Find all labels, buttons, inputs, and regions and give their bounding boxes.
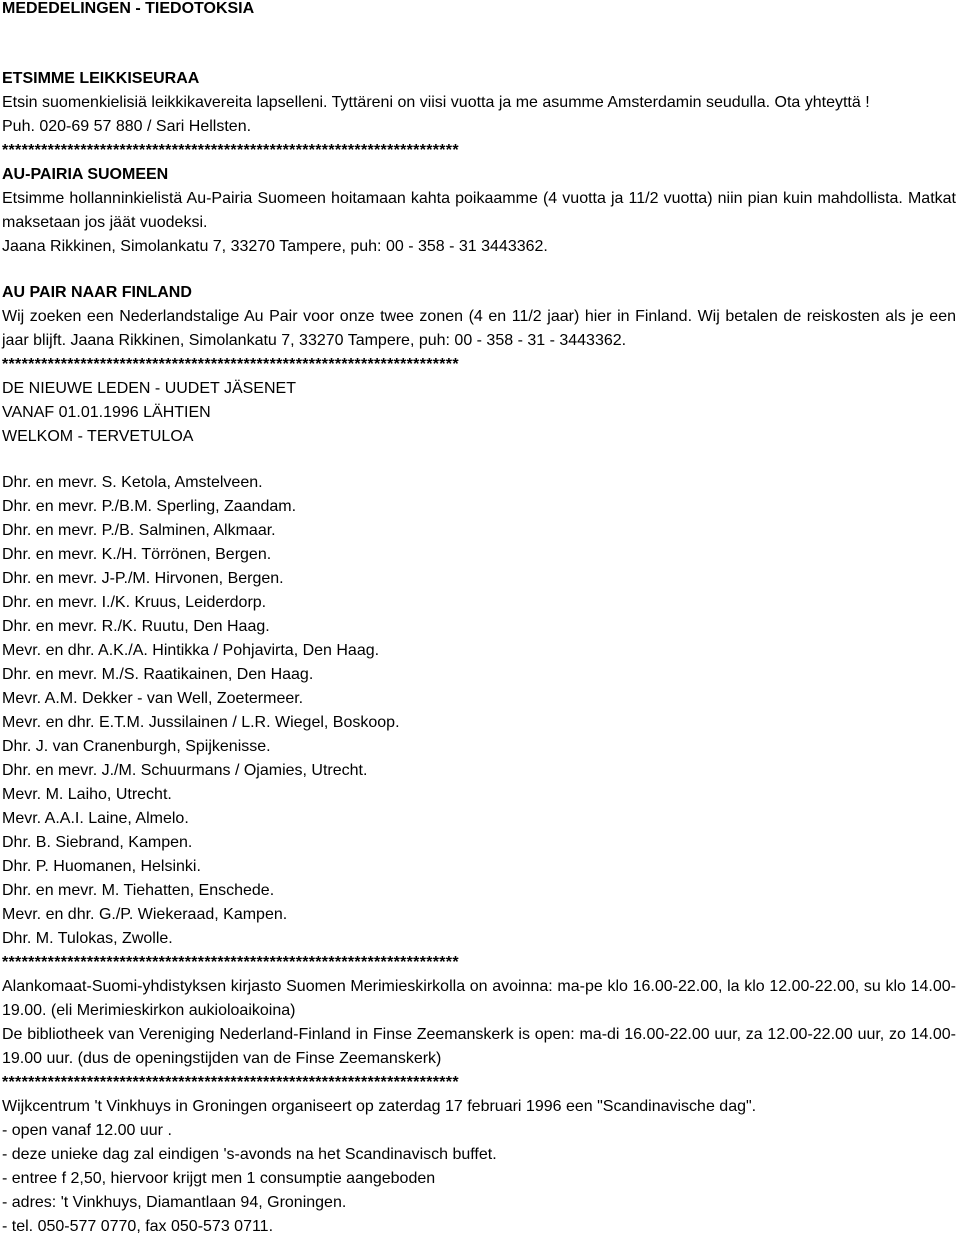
member-item: Mevr. en dhr. G./P. Wiekeraad, Kampen. — [2, 906, 288, 923]
members-heading: WELKOM - TERVETULOA — [2, 428, 194, 445]
new-members-section — [2, 377, 956, 951]
member-item: Dhr. en mevr. P./B. Salminen, Alkmaar. — [2, 522, 276, 539]
spacer — [2, 259, 956, 281]
section-text: Etsin suomenkielisiä leikkikavereita lapselleni. Tyttäreni on viisi vuotta ja me asumme Amsterdamin seudulla. Ota yhteyttä ! — [2, 94, 870, 111]
member-item: Mevr. A.M. Dekker - van Well, Zoetermeer. — [2, 690, 304, 707]
member-item: Dhr. M. Tulokas, Zwolle. — [2, 930, 173, 947]
member-item: Dhr. en mevr. J-P./M. Hirvonen, Bergen. — [2, 570, 284, 587]
contact-line: Puh. 020-69 57 880 / Sari Hellsten. — [2, 118, 252, 135]
vinkhuys-section — [2, 1095, 956, 1239]
separator: ********************************************************************** — [2, 356, 459, 373]
member-item: Dhr. J. van Cranenburgh, Spijkenisse. — [2, 738, 271, 755]
member-item: Dhr. en mevr. K./H. Törrönen, Bergen. — [2, 546, 272, 563]
library-section — [2, 975, 956, 1071]
aupair-nl-section — [2, 281, 956, 353]
member-item: Dhr. P. Huomanen, Helsinki. — [2, 858, 201, 875]
event-item: - open vanaf 12.00 uur . — [2, 1122, 172, 1139]
event-item: - adres: 't Vinkhuys, Diamantlaan 94, Groningen. — [2, 1194, 347, 1211]
member-item: Dhr. en mevr. J./M. Schuurmans / Ojamies, Utrecht. — [2, 762, 368, 779]
member-item: Dhr. en mevr. I./K. Kruus, Leiderdorp. — [2, 594, 267, 611]
separator: ********************************************************************** — [2, 1074, 459, 1091]
event-intro: Wijkcentrum 't Vinkhuys in Groningen organiseert op zaterdag 17 februari 1996 een "Scandinavische dag". — [2, 1098, 757, 1115]
member-item: Dhr. en mevr. M./S. Raatikainen, Den Haag. — [2, 666, 314, 683]
section-text: Etsimme hollanninkielistä Au-Pairia Suomeen hoitamaan kahta poikaamme (4 vuotta ja 11/2 vuotta) niin pian kuin mahdollista. Matkat maksetaan jos jäät vuodeksi. — [2, 190, 956, 231]
spacer — [2, 449, 956, 471]
member-item: Mevr. A.A.I. Laine, Almelo. — [2, 810, 189, 827]
members-heading: DE NIEUWE LEDEN - UUDET JÄSENET — [2, 380, 296, 397]
event-item: - tel. 050-577 0770, fax 050-573 0711. — [2, 1218, 274, 1235]
member-item: Mevr. en dhr. A.K./A. Hintikka / Pohjavirta, Den Haag. — [2, 642, 380, 659]
member-item: Dhr. en mevr. R./K. Ruutu, Den Haag. — [2, 618, 270, 635]
library-text-fi: Alankomaat-Suomi-yhdistyksen kirjasto Suomen Merimieskirkolla on avoinna: ma-pe klo 16.00-22.00, la klo 12.00-22.00, su klo 14.00-19.00. (eli Merimieskirkon aukioloaikoina) — [2, 978, 956, 1019]
member-item: Dhr. B. Siebrand, Kampen. — [2, 834, 193, 851]
member-item: Mevr. M. Laiho, Utrecht. — [2, 786, 172, 803]
event-item: - entree f 2,50, hiervoor krijgt men 1 consumptie aangeboden — [2, 1170, 436, 1187]
section-text: Wij zoeken een Nederlandstalige Au Pair voor onze twee zonen (4 en 11/2 jaar) hier in Finland. Wij betalen de reiskosten als je een jaar blijft. Jaana Rikkinen, Simolankatu 7, 33270 Tampere, puh: 00 - 358 - 31 - 3443362. — [2, 308, 956, 349]
aupair-fi-section — [2, 163, 956, 259]
separator: ********************************************************************** — [2, 954, 459, 971]
section-heading: ETSIMME LEIKKISEURAA — [2, 70, 200, 87]
members-heading: VANAF 01.01.1996 LÄHTIEN — [2, 404, 211, 421]
contact-line: Jaana Rikkinen, Simolankatu 7, 33270 Tampere, puh: 00 - 358 - 31 3443362. — [2, 238, 548, 255]
leikkiseura-section — [2, 67, 956, 139]
spacer — [2, 21, 956, 67]
member-item: Dhr. en mevr. S. Ketola, Amstelveen. — [2, 474, 263, 491]
event-item: - deze unieke dag zal eindigen 's-avonds na het Scandinavisch buffet. — [2, 1146, 497, 1163]
member-item: Mevr. en dhr. E.T.M. Jussilainen / L.R. Wiegel, Boskoop. — [2, 714, 400, 731]
member-item: Dhr. en mevr. P./B.M. Sperling, Zaandam. — [2, 498, 297, 515]
separator: ********************************************************************** — [2, 142, 459, 159]
section-heading: AU-PAIRIA SUOMEEN — [2, 166, 169, 183]
section-heading: AU PAIR NAAR FINLAND — [2, 284, 192, 301]
library-text-nl: De bibliotheek van Vereniging Nederland-Finland in Finse Zeemanskerk is open: ma-di 16.00-22.00 uur, za 12.00-22.00 uur, zo 14.00-19.00 uur. (dus de openingstijden van de Finse Zeemanskerk) — [2, 1026, 956, 1067]
page-title: MEDEDELINGEN - TIEDOTOKSIA — [2, 0, 255, 17]
member-item: Dhr. en mevr. M. Tiehatten, Enschede. — [2, 882, 275, 899]
